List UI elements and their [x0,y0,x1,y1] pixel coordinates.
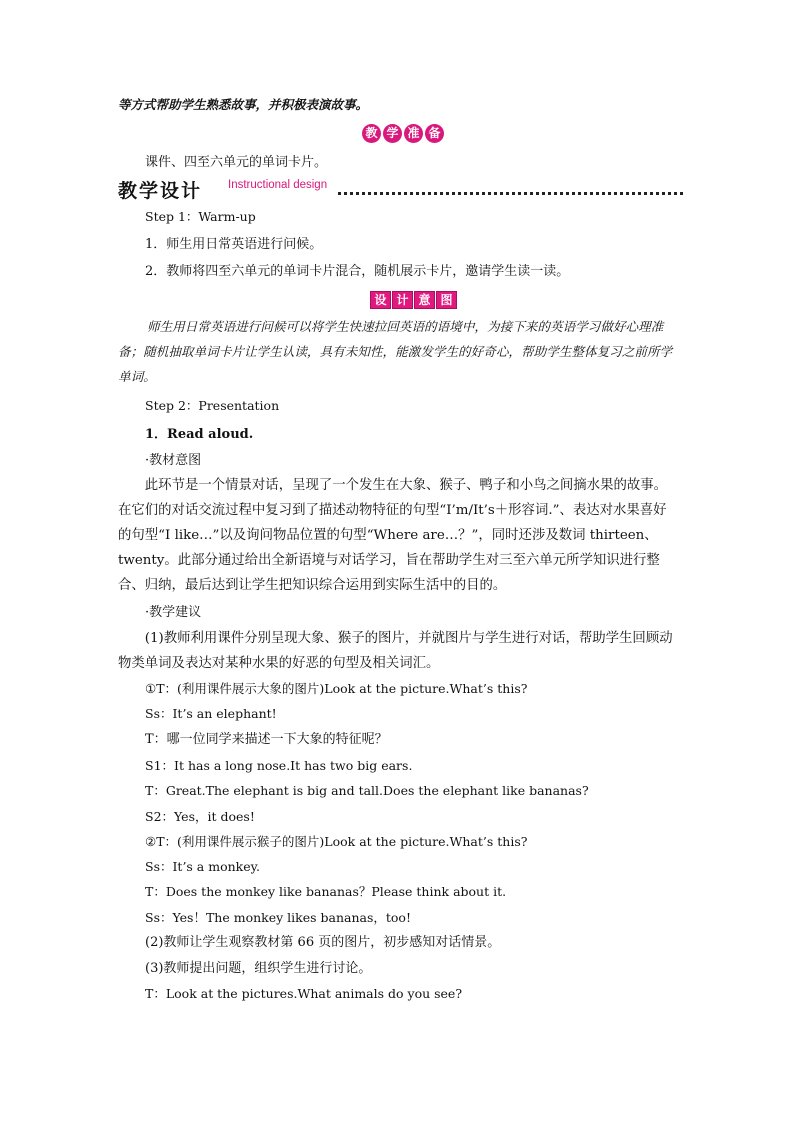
prep-heading-char: 学 [383,124,402,143]
intent-heading-char: 图 [436,291,457,309]
step2-sub-heading: 1．Read aloud. [145,427,254,442]
dialogue-line: ①T：(利用课件展示大象的图片)Look at the picture.What’s this? [145,681,528,696]
prep-heading-char: 准 [404,124,423,143]
step1-title: Step 1：Warm-up [145,209,256,224]
step2-title: Step 2：Presentation [145,398,280,413]
dialogue-line: T：Does the monkey like bananas？Please think about it. [145,884,507,899]
dialogue-line: Ss：Yes！The monkey likes bananas，too! [145,910,411,925]
dialogue-line: S1：It has a long nose.It has two big ears. [145,758,413,773]
intent-paragraph: 师生用日常英语进行问候可以将学生快速拉回英语的语境中，为接下来的英语学习做好心理准备；随机抽取单词卡片让学生认读，具有未知性，能激发学生的好奇心，帮助学生整体复习之前所学单词。 [118,319,673,384]
suggest-paragraph: (1)教师利用课件分别呈现大象、猴子的图片，并就图片与学生进行对话，帮助学生回顾动物类单词及表达对某种水果的好恶的句型及相关词汇。 [118,631,673,671]
dialogue-line: T：Great.The elephant is big and tall.Does the elephant like bananas? [145,783,589,798]
suggest-item: (3)教师提出问题，组织学生进行讨论。 [145,961,372,976]
dialogue-line: S2：Yes，it does! [145,809,255,824]
intent-heading-char: 计 [392,291,413,309]
intro-line: 等方式帮助学生熟悉故事，并积极表演故事。 [118,97,369,112]
section-subtitle: Instructional design [228,179,328,191]
dialogue-line: ②T：(利用课件展示猴子的图片)Look at the picture.What’s this? [145,834,528,849]
prep-heading-char: 备 [425,124,444,143]
dialogue-line: Ss：It’s an elephant! [145,706,277,721]
material-paragraph: 此环节是一个情景对话，呈现了一个发生在大象、猴子、鸭子和小鸟之间摘水果的故事。在它们的对话交流过程中复习到了描述动物特征的句型“I’m/It’s＋形容词.”、表达对水果喜好的句型“I like…”以及询问物品位置的句型“Where are…？”，同时还涉及数词 thirteen、twenty。此部分通过给出全新语境与对话学习，旨在帮助学生对三至六单元所学知识进行整合、归纳，最后达到让学生把知识综合运用到实际生活中的目的。 [118,478,668,593]
step1-item: 1．师生用日常英语进行问候。 [145,237,323,252]
intent-heading-char: 意 [414,291,435,309]
section-divider [338,192,683,195]
prep-text: 课件、四至六单元的单词卡片。 [145,155,328,170]
intent-heading-badge [370,291,457,309]
dialogue-line: T：哪一位同学来描述一下大象的特征呢？ [145,732,388,747]
intent-heading-char: 设 [370,291,391,309]
prep-heading-badge [362,124,444,143]
suggest-label: ·教学建议 [145,605,202,620]
dialogue-line: Ss：It’s a monkey. [145,859,261,874]
step1-item: 2．教师将四至六单元的单词卡片混合，随机展示卡片，邀请学生读一读。 [145,264,570,279]
dialogue-line: T：Look at the pictures.What animals do you see? [145,986,463,1001]
suggest-item: (2)教师让学生观察教材第 66 页的图片，初步感知对话情景。 [145,935,501,950]
prep-heading-char: 教 [362,124,381,143]
material-label: ·教材意图 [145,453,202,468]
section-title: 教学设计 [118,180,203,202]
